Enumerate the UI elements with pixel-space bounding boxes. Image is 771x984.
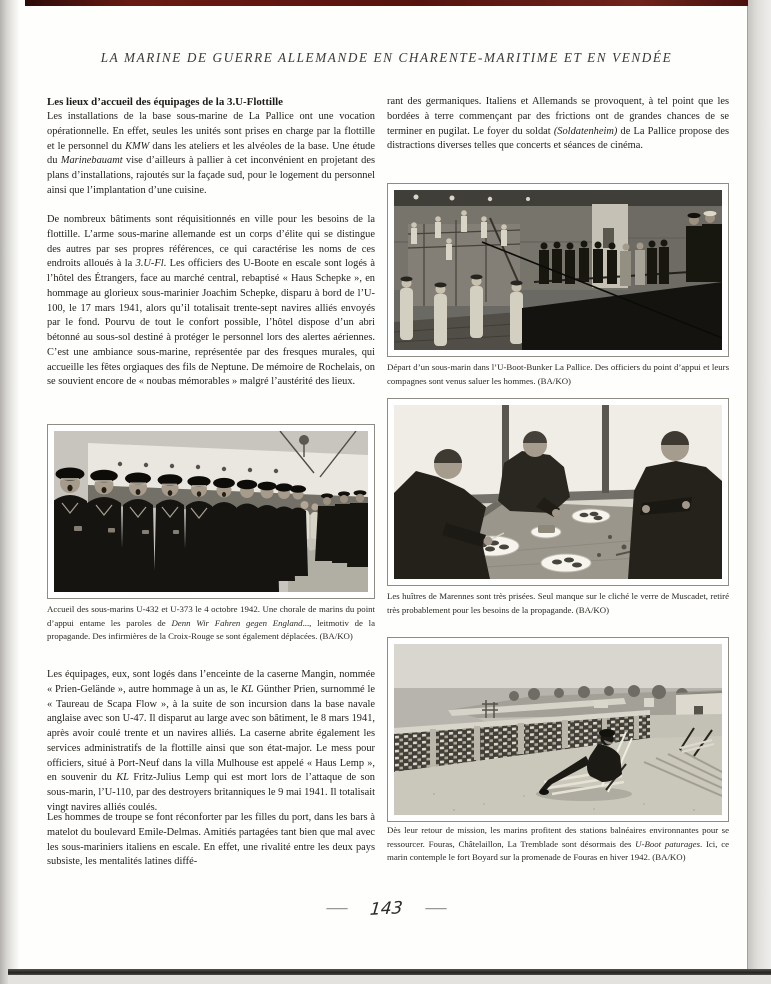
photo-caption: Les huîtres de Marennes sont très prisées. Seul manque sur le cliché le verre de Muscadet, retiré très probablement pour les besoins de la propagande. (BA/KO) [387,591,729,615]
page-title: LA MARINE DE GUERRE ALLEMANDE EN CHARENTE-MARITIME ET EN VENDÉE [100,50,673,65]
footer-dash: — [326,901,348,916]
photo-beach-promenade [387,637,729,822]
photo-caption: Dès leur retour de mission, les marins profitent des stations balnéaires environnantes pour se ressourcer. Fouras, Châtelaillon, La Tremblade sont désormais des U-Boot paturages. Ici, ce marin contemple le fort Boyard sur la promenade de Fouras en hiver 1942. (BA/KO) [387,825,729,863]
page-bottom-shadow [8,975,771,984]
paragraph: Les équipages, eux, sont logés dans l’enceinte de la caserne Mangin, nommée « Prien-Gelände », autre hommage à un as, le KL Günther Prien, surnommé le « Taureau de Scapa Flow », à la suite de son incursion dans la base navale anglaise avec son U-47. Il disparut au large avec son bâtiment, le 8 mars 1941, après avoir coulé trente et un navires alliés. La caserne abrite également les services administratifs de la flottille ainsi que son état-major. Le mess pour officiers, situé à Port-Neuf dans la villa Mulhouse est appelé « Haus Lemp », en souvenir du KL Fritz-Julius Lemp qui est mort lors de l’attaque de son sous-marin, l’U-110, par des destroyers britanniques le 9 mai 1941. Il totalisait vingt navires alliés coulés. [47,669,375,813]
oyster-meal-illustration [394,405,722,579]
page-left-edge [0,0,20,984]
paragraph: Les installations de la base sous-marine de La Pallice ont une vocation opérationnelle. En effet, seules les unités sont prises en charge par la flottille et le personnel du KMW dans les ateliers et les alvéoles de la base. Une étude du Marinebauamt vise d’ailleurs à pallier à cet inconvénient en projetant des plans d’installations, rajoutés sur la façade sud, pour le logement du personnel ainsi que l’implantation d’une cuisine. [47,111,375,196]
beach-promenade-illustration [394,644,722,815]
footer-dash: — [425,901,447,916]
page-number: 143 [369,898,404,920]
paragraph: De nombreux bâtiments sont réquisitionnés en ville pour les besoins de la flottille. L’arme sous-marine allemande est un corps d’élite qui se distingue des autres par ses propres références, ce qui caractérise les noms de ces endroits alloués à la 3.U-Fl. Les officiers des U-Boote en escale sont logés à l’hôtel des Étrangers, face au marché central, rebaptisé « Haus Schepke », en hommage au glorieux sous-marinier Joachim Schepke, disparu à bord de l’U-100, le 17 mars 1941, alors qu’il totalisait trente-sept navires alliés envoyés par le fond. Pourvu de tout le confort possible, l’hôtel dispose d’un abri bétonné au sous-sol destiné à protéger le personnel lors des alertes aériennes. C’est une ambiance sous-marine, représentée par des fresques murales, qui accueille les fêtes orgiaques des fils de Neptune. De mémoire de Rochelais, on se souvient encore de « noubas mémorables » malgré l’austérité des lieux. [47,214,375,388]
uboat-bunker-illustration [394,190,722,350]
column-right [387,95,729,915]
section-heading: Les lieux d’accueil des équipages de la 3.U-Flottille [47,96,283,108]
photo-oyster-meal [387,398,729,586]
sailors-choir-illustration [54,431,368,592]
paragraph: Les hommes de troupe se font réconforter par les filles du port, dans les bars à matelot du boulevard Emile-Delmas. Amitiés partagées tant bien que mal avec les sous-mariniers italiens en escale. En effet, une rivalité entre les deux pays subsiste, les mentalités latines diffé- [47,812,375,868]
column-left [47,95,375,905]
book-spine-band [25,0,748,6]
photo-caption: Départ d’un sous-marin dans l’U-Boot-Bunker La Pallice. Des officiers du point d’appui et leurs compagnes sont venus saluer les hommes. (BA/KO) [387,362,729,386]
photo-caption: Accueil des sous-marins U-432 et U-373 le 4 octobre 1942. Une chorale de marins du point d’appui entame les paroles de Denn Wir Fahren gegen England..., leitmotiv de la propagande. Des infirmières de la Croix-Rouge se sont également déplacées. (BA/KO) [47,604,375,642]
paragraph: rant des germaniques. Italiens et Allemands se provoquent, à tel point que les bordées à terre commençant par des frictions ont de grandes chances de se terminer en pugilat. Le foyer du soldat (Soldatenheim) de La Pallice propose des distractions diverses telles que concerts et séances de cinéma. [387,96,730,152]
photo-sailors-choir [47,424,375,599]
page-footer [25,899,748,919]
photo-uboat-bunker [387,183,729,357]
page-right-edge [747,0,771,984]
